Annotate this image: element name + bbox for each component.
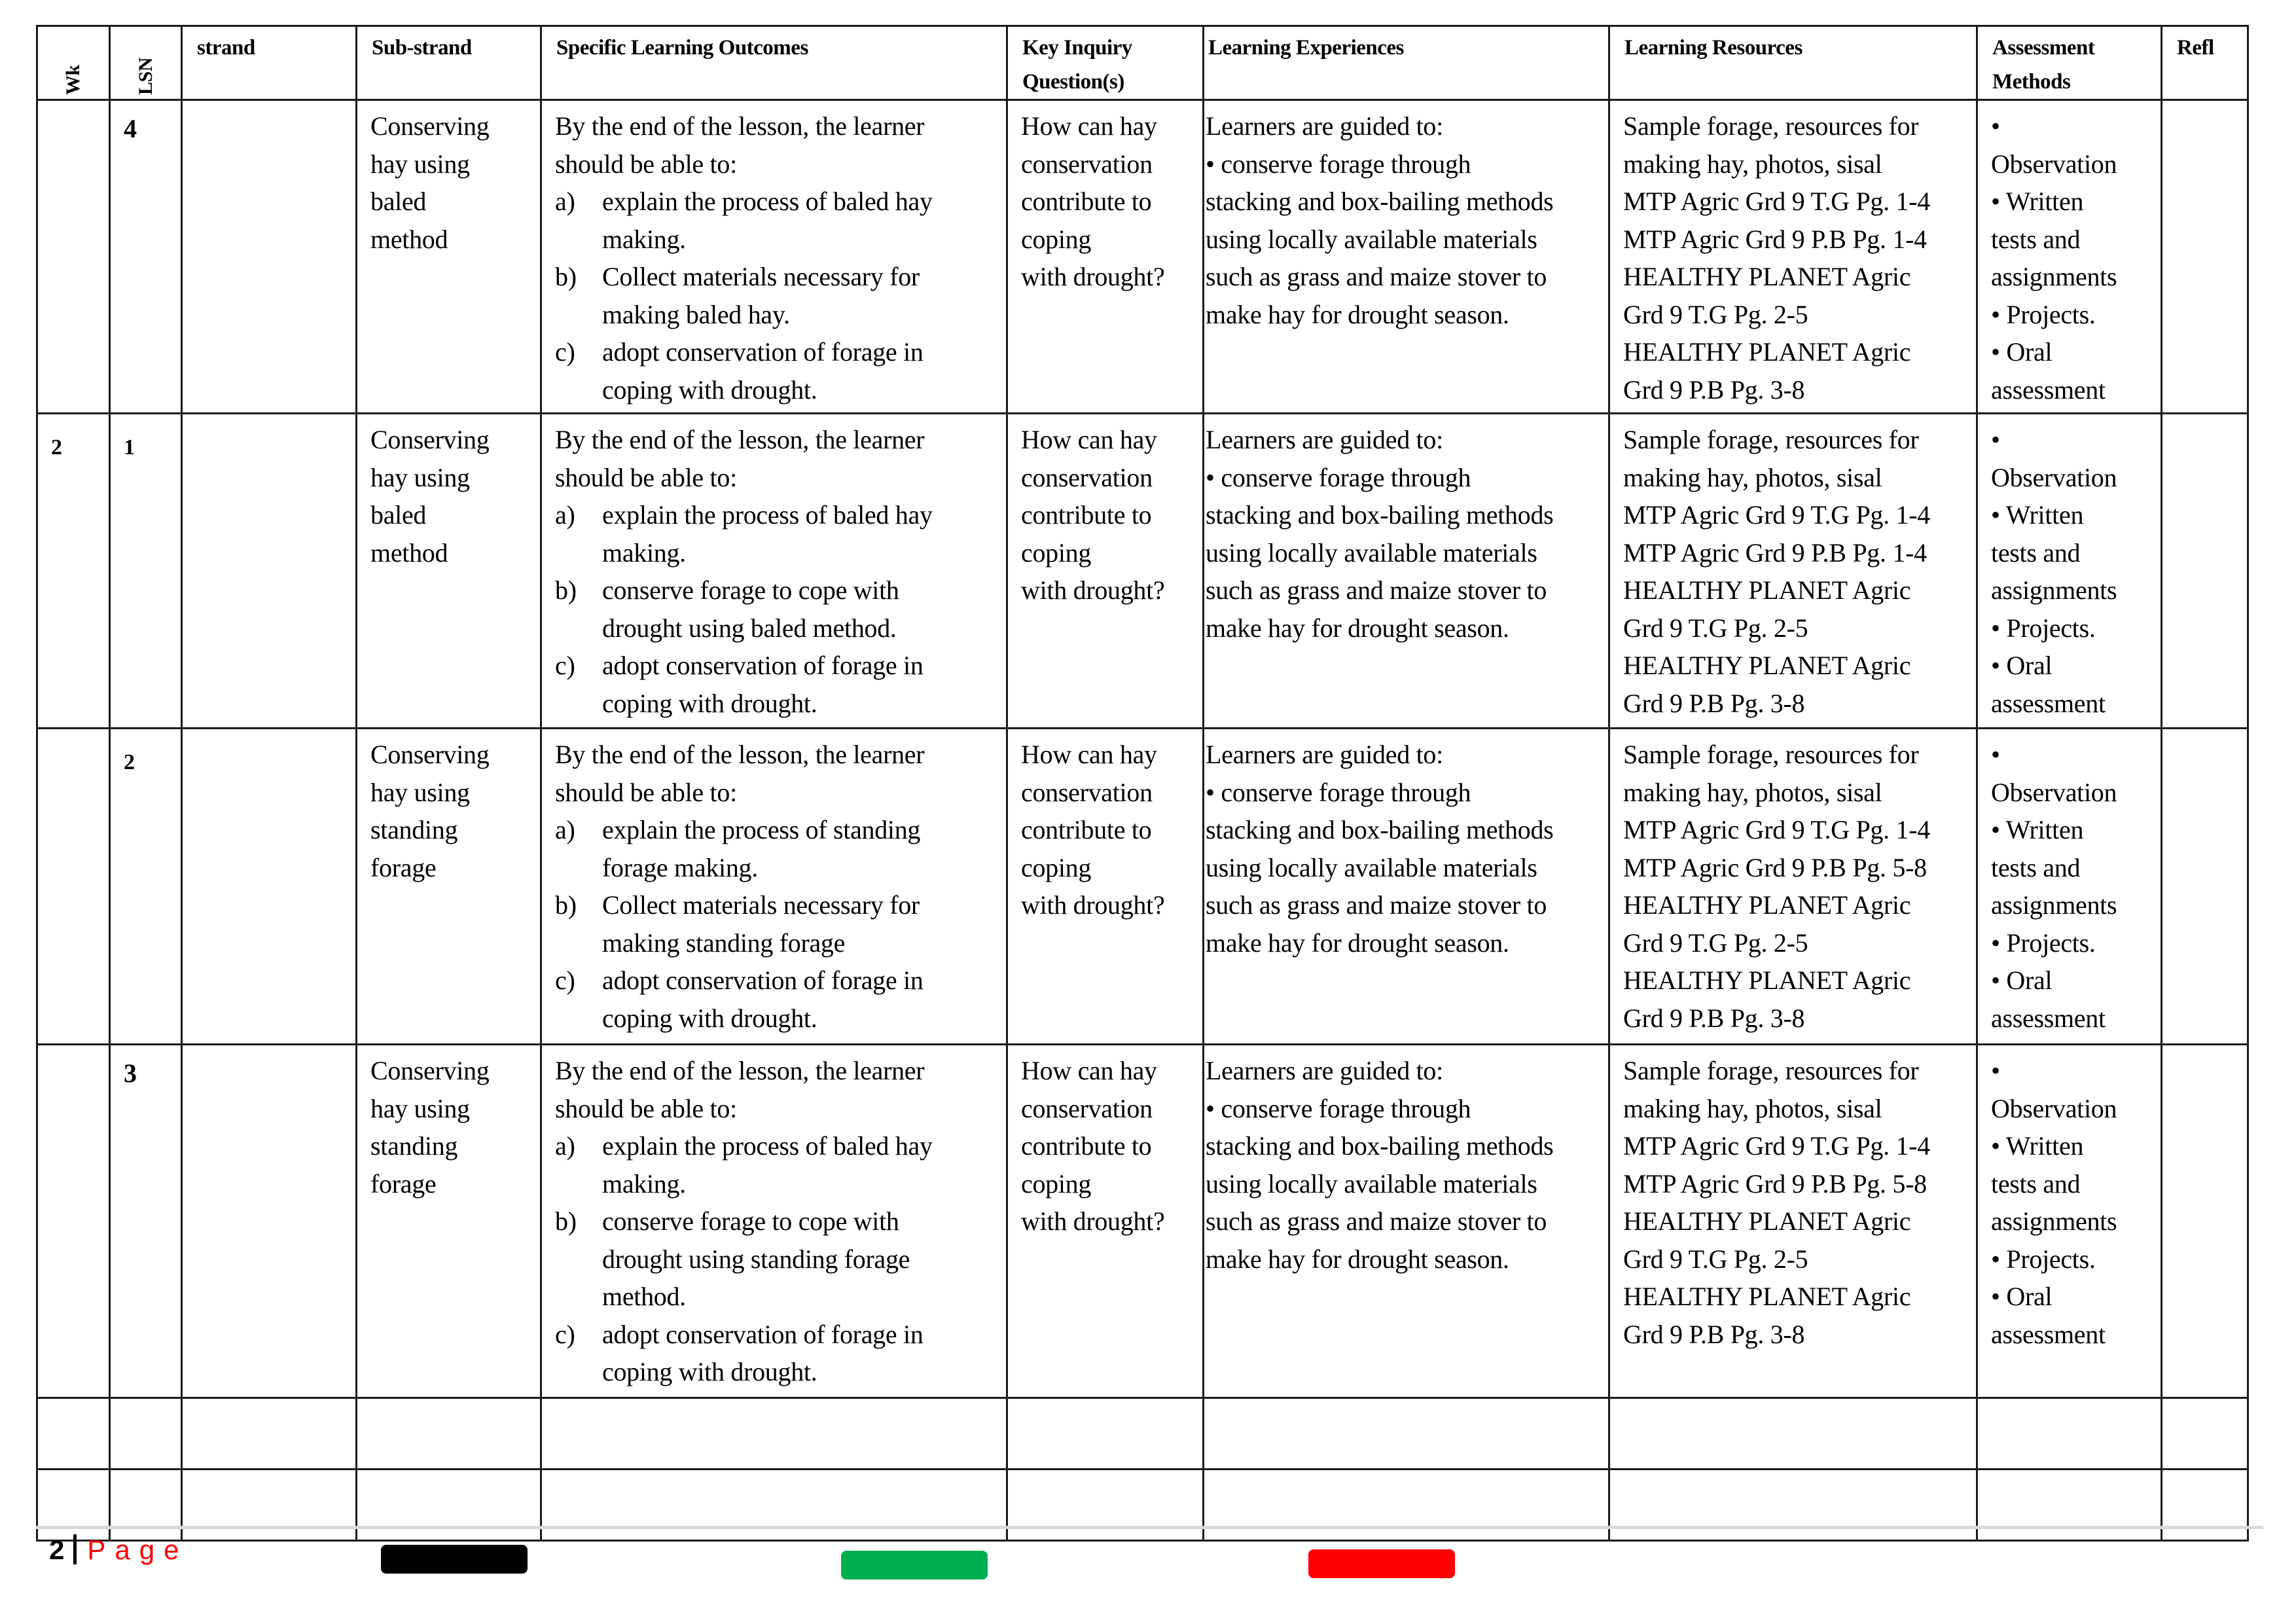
inquiry-line: with drought? (1021, 575, 1165, 605)
sub-strand-line: forage (370, 852, 437, 882)
empty-cell (1977, 1398, 2162, 1470)
outcome-item (555, 183, 1001, 258)
empty-cell (1609, 1398, 1977, 1470)
empty-cell (357, 1398, 541, 1470)
resource-line: MTP Agric Grd 9 P.B Pg. 5-8 (1623, 852, 1927, 882)
assessment-line: • Oral (1991, 965, 2053, 995)
assessment-line: • Projects. (1991, 928, 2096, 958)
outcome-text-line: drought using standing forage (602, 1244, 910, 1274)
empty-table-row (37, 1398, 2248, 1470)
sub-strand-line: Conserving (370, 425, 490, 454)
inquiry-line: How can hay (1021, 111, 1157, 141)
cell-inquiry (1007, 414, 1204, 729)
cell-resources (1609, 414, 1977, 729)
resource-line: making hay, photos, sisal (1623, 777, 1882, 807)
outcome-text-line: forage making. (602, 852, 758, 882)
cell-sub-strand (357, 729, 541, 1045)
inquiry-line: coping (1021, 537, 1092, 568)
cell-inquiry (1007, 729, 1204, 1045)
cell-assessment (1977, 729, 2162, 1045)
cell-assessment (1977, 1045, 2162, 1398)
cell-lsn: 3 (110, 1045, 182, 1398)
experience-line: make hay for drought season. (1206, 928, 1509, 958)
outcome-text-line: adopt conservation of forage in (602, 337, 924, 367)
cell-wk (37, 729, 110, 1045)
scheme-of-work-table (36, 25, 2249, 1542)
assessment-line: Observation (1991, 149, 2117, 179)
assessment-line: • Written (1991, 815, 2084, 844)
assessment-line: assessment (1991, 374, 2106, 405)
outcome-marker: b) (555, 575, 577, 605)
outcome-text-line: coping with drought. (602, 1003, 817, 1033)
header-wk-label: Wk (62, 65, 84, 95)
cell-resources (1609, 729, 1977, 1045)
inquiry-line: with drought? (1021, 1206, 1165, 1236)
assessment-line: • (1991, 425, 2000, 454)
header-wk (37, 26, 110, 100)
inquiry-line: conservation (1021, 462, 1153, 492)
outcome-item (555, 1127, 1001, 1202)
outcome-text-line: drought using baled method. (602, 613, 897, 643)
experience-line: stacking and box-bailing methods (1206, 187, 1554, 216)
cell-reflection (2162, 1045, 2248, 1398)
assessment-line: • Oral (1991, 337, 2053, 367)
sub-strand-line: baled (370, 500, 427, 530)
inquiry-line: conservation (1021, 777, 1153, 807)
cell-experiences (1204, 729, 1609, 1045)
outcome-marker: a) (555, 815, 575, 844)
experience-line: stacking and box-bailing methods (1206, 815, 1554, 844)
resource-line: HEALTHY PLANET Agric (1623, 262, 1911, 291)
outcome-text-line: making standing forage (602, 928, 846, 958)
outcome-text-line: conserve forage to cope with (602, 575, 899, 605)
cell-wk: 2 (37, 414, 110, 729)
outcome-text-line: Collect materials necessary for (602, 262, 920, 291)
resource-line: MTP Agric Grd 9 P.B Pg. 5-8 (1623, 1168, 1927, 1199)
resource-line: Grd 9 T.G Pg. 2-5 (1623, 299, 1808, 329)
resource-line: making hay, photos, sisal (1623, 462, 1882, 492)
assessment-line: tests and (1991, 1168, 2081, 1199)
resource-line: HEALTHY PLANET Agric (1623, 337, 1911, 367)
outcome-intro-line: By the end of the lesson, the learner (555, 425, 925, 454)
resource-line: Grd 9 P.B Pg. 3-8 (1623, 374, 1805, 405)
header-sub-strand: Sub-strand (357, 26, 541, 100)
assessment-line: • (1991, 1056, 2000, 1085)
table-row (37, 100, 2248, 414)
outcome-intro-line: should be able to: (555, 1093, 737, 1123)
assessment-line: • Written (1991, 1131, 2084, 1161)
cell-outcomes (541, 1045, 1007, 1398)
experience-line: such as grass and maize stover to (1206, 1206, 1547, 1236)
experience-line: Learners are guided to: (1206, 1056, 1443, 1085)
outcome-intro-line: By the end of the lesson, the learner (555, 1056, 925, 1085)
resource-line: making hay, photos, sisal (1623, 1093, 1882, 1123)
cell-resources (1609, 100, 1977, 414)
resource-line: Sample forage, resources for (1623, 1056, 1919, 1085)
sub-strand-line: forage (370, 1168, 437, 1199)
footer-divider (36, 1526, 2263, 1529)
resource-line: Grd 9 P.B Pg. 3-8 (1623, 1319, 1805, 1349)
empty-cell (182, 1398, 357, 1470)
outcome-item (555, 496, 1001, 571)
header-lsn (110, 26, 182, 100)
cell-outcomes (541, 100, 1007, 414)
sub-strand-line: hay using (370, 462, 470, 492)
inquiry-line: contribute to (1021, 1131, 1152, 1161)
empty-cell (1204, 1470, 1609, 1541)
red-color-bar (1308, 1549, 1455, 1578)
header-row (37, 26, 2248, 100)
experience-line: using locally available materials (1206, 1168, 1537, 1199)
outcome-item (555, 333, 1001, 408)
outcome-text-line: making. (602, 224, 686, 254)
experience-line: using locally available materials (1206, 852, 1537, 882)
outcome-marker: a) (555, 187, 575, 216)
header-outcomes: Specific Learning Outcomes (541, 26, 1007, 100)
outcome-item (555, 811, 1001, 886)
resource-line: HEALTHY PLANET Agric (1623, 890, 1911, 920)
resource-line: Sample forage, resources for (1623, 425, 1919, 454)
assessment-line: Observation (1991, 1093, 2117, 1123)
outcome-intro-line: should be able to: (555, 149, 737, 179)
page-footer (49, 1532, 188, 1568)
header-reflection: Refl (2162, 26, 2248, 100)
assessment-line: • Written (1991, 187, 2084, 216)
assessment-line: assessment (1991, 1003, 2106, 1033)
header-inquiry (1007, 26, 1204, 100)
cell-lsn: 1 (110, 414, 182, 729)
experience-line: Learners are guided to: (1206, 111, 1443, 141)
cell-inquiry (1007, 1045, 1204, 1398)
table-row (37, 1045, 2248, 1398)
page-number: 2 (49, 1534, 65, 1565)
experience-line: such as grass and maize stover to (1206, 262, 1547, 291)
empty-cell (37, 1398, 110, 1470)
experience-line: such as grass and maize stover to (1206, 890, 1547, 920)
cell-strand (182, 100, 357, 414)
outcome-marker: b) (555, 1206, 577, 1236)
inquiry-line: conservation (1021, 149, 1153, 179)
outcome-text-line: adopt conservation of forage in (602, 651, 924, 680)
cell-wk (37, 1045, 110, 1398)
resource-line: MTP Agric Grd 9 T.G Pg. 1-4 (1623, 500, 1930, 530)
experience-line: make hay for drought season. (1206, 299, 1509, 329)
header-experiences: Learning Experiences (1204, 26, 1609, 100)
experience-line: stacking and box-bailing methods (1206, 1131, 1554, 1161)
inquiry-line: How can hay (1021, 425, 1157, 454)
sub-strand-line: hay using (370, 1093, 470, 1123)
outcome-text-line: adopt conservation of forage in (602, 1319, 924, 1349)
inquiry-line: How can hay (1021, 1056, 1157, 1085)
outcome-marker: c) (555, 651, 575, 680)
inquiry-line: conservation (1021, 1093, 1153, 1123)
resource-line: HEALTHY PLANET Agric (1623, 965, 1911, 995)
experience-line: • conserve forage through (1206, 462, 1471, 492)
empty-cell (1007, 1470, 1204, 1541)
experience-line: • conserve forage through (1206, 1093, 1471, 1123)
header-lsn-label: LSN (134, 58, 156, 95)
assessment-line: • (1991, 740, 2000, 769)
inquiry-line: How can hay (1021, 740, 1157, 769)
cell-outcomes (541, 414, 1007, 729)
outcome-item (555, 1316, 1001, 1391)
empty-cell (1609, 1470, 1977, 1541)
empty-table-row (37, 1470, 2248, 1541)
outcome-text-line: coping with drought. (602, 374, 817, 405)
empty-cell (541, 1470, 1007, 1541)
sub-strand-line: hay using (370, 149, 470, 179)
experience-line: • conserve forage through (1206, 777, 1471, 807)
table-row (37, 414, 2248, 729)
inquiry-line: coping (1021, 1168, 1092, 1199)
sub-strand-line: method (370, 224, 448, 254)
assessment-line: assignments (1991, 262, 2117, 291)
outcome-marker: c) (555, 965, 575, 995)
inquiry-line: with drought? (1021, 262, 1165, 291)
empty-cell (110, 1398, 182, 1470)
resource-line: MTP Agric Grd 9 T.G Pg. 1-4 (1623, 815, 1930, 844)
resource-line: MTP Agric Grd 9 P.B Pg. 1-4 (1623, 224, 1927, 254)
cell-reflection (2162, 729, 2248, 1045)
outcome-item (555, 647, 1001, 722)
cell-assessment (1977, 100, 2162, 414)
resource-line: Grd 9 T.G Pg. 2-5 (1623, 928, 1808, 958)
resource-line: making hay, photos, sisal (1623, 149, 1882, 179)
cell-reflection (2162, 414, 2248, 729)
assessment-line: tests and (1991, 852, 2081, 882)
green-color-bar (841, 1551, 988, 1579)
sub-strand-line: Conserving (370, 111, 490, 141)
cell-lsn: 2 (110, 729, 182, 1045)
outcome-intro-line: By the end of the lesson, the learner (555, 740, 925, 769)
cell-strand (182, 414, 357, 729)
outcome-item (555, 1202, 1001, 1316)
assessment-line: • (1991, 111, 2000, 141)
experience-line: make hay for drought season. (1206, 1244, 1509, 1274)
page-word: Page (87, 1534, 188, 1565)
cell-wk (37, 100, 110, 414)
resource-line: Sample forage, resources for (1623, 740, 1919, 769)
table-row (37, 729, 2248, 1045)
sub-strand-line: Conserving (370, 740, 490, 769)
experience-line: using locally available materials (1206, 224, 1537, 254)
header-assessment-line1: Assessment (1992, 36, 2095, 60)
sub-strand-line: standing (370, 815, 458, 844)
header-resources: Learning Resources (1609, 26, 1977, 100)
empty-cell (2162, 1398, 2248, 1470)
cell-sub-strand (357, 1045, 541, 1398)
cell-inquiry (1007, 100, 1204, 414)
outcome-text-line: making. (602, 1168, 686, 1199)
cell-sub-strand (357, 100, 541, 414)
outcome-item (555, 258, 1001, 333)
cell-strand (182, 729, 357, 1045)
assessment-line: • Written (1991, 500, 2084, 530)
outcome-text-line: explain the process of baled hay (602, 187, 933, 216)
outcome-intro-line: should be able to: (555, 777, 737, 807)
outcome-intro-line: should be able to: (555, 462, 737, 492)
assessment-line: • Projects. (1991, 613, 2096, 643)
table-body (37, 100, 2248, 1541)
cell-lsn: 4 (110, 100, 182, 414)
cell-assessment (1977, 414, 2162, 729)
experience-line: Learners are guided to: (1206, 425, 1443, 454)
assessment-line: • Projects. (1991, 1244, 2096, 1274)
sub-strand-line: hay using (370, 777, 470, 807)
outcome-marker: c) (555, 1319, 575, 1349)
black-color-bar (381, 1545, 528, 1574)
inquiry-line: with drought? (1021, 890, 1165, 920)
outcome-marker: b) (555, 890, 577, 920)
resource-line: HEALTHY PLANET Agric (1623, 1282, 1911, 1311)
outcome-text-line: adopt conservation of forage in (602, 965, 924, 995)
outcome-text-line: coping with drought. (602, 688, 817, 718)
inquiry-line: contribute to (1021, 500, 1152, 530)
inquiry-line: contribute to (1021, 815, 1152, 844)
resource-line: Grd 9 T.G Pg. 2-5 (1623, 1244, 1808, 1274)
experience-line: Learners are guided to: (1206, 740, 1443, 769)
experience-line: stacking and box-bailing methods (1206, 500, 1554, 530)
page-separator (73, 1534, 77, 1564)
empty-cell (1007, 1398, 1204, 1470)
assessment-line: tests and (1991, 537, 2081, 568)
cell-sub-strand (357, 414, 541, 729)
experience-line: using locally available materials (1206, 537, 1537, 568)
cell-reflection (2162, 100, 2248, 414)
assessment-line: • Oral (1991, 1282, 2053, 1311)
assessment-line: • Oral (1991, 651, 2053, 680)
resource-line: Grd 9 T.G Pg. 2-5 (1623, 613, 1808, 643)
resource-line: MTP Agric Grd 9 P.B Pg. 1-4 (1623, 537, 1927, 568)
resource-line: Sample forage, resources for (1623, 111, 1919, 141)
experience-line: • conserve forage through (1206, 149, 1471, 179)
assessment-line: tests and (1991, 224, 2081, 254)
assessment-line: Observation (1991, 777, 2117, 807)
cell-experiences (1204, 100, 1609, 414)
header-inquiry-line1: Key Inquiry (1022, 36, 1132, 60)
assessment-line: assessment (1991, 1319, 2106, 1349)
outcome-marker: b) (555, 262, 577, 291)
assessment-line: assignments (1991, 890, 2117, 920)
empty-cell (1977, 1470, 2162, 1541)
cell-outcomes (541, 729, 1007, 1045)
assessment-line: assignments (1991, 1206, 2117, 1236)
cell-experiences (1204, 414, 1609, 729)
empty-cell (541, 1398, 1007, 1470)
assessment-line: assessment (1991, 688, 2106, 718)
outcome-text-line: explain the process of baled hay (602, 500, 933, 530)
resource-line: MTP Agric Grd 9 T.G Pg. 1-4 (1623, 187, 1930, 216)
empty-cell (110, 1470, 182, 1541)
sub-strand-line: standing (370, 1131, 458, 1161)
outcome-marker: a) (555, 1131, 575, 1161)
header-assessment (1977, 26, 2162, 100)
experience-line: make hay for drought season. (1206, 613, 1509, 643)
header-inquiry-line2: Question(s) (1022, 70, 1124, 94)
cell-experiences (1204, 1045, 1609, 1398)
resource-line: HEALTHY PLANET Agric (1623, 575, 1911, 605)
inquiry-line: contribute to (1021, 187, 1152, 216)
resource-line: Grd 9 P.B Pg. 3-8 (1623, 688, 1805, 718)
assessment-line: Observation (1991, 462, 2117, 492)
experience-line: such as grass and maize stover to (1206, 575, 1547, 605)
empty-cell (357, 1470, 541, 1541)
empty-cell (37, 1470, 110, 1541)
outcome-intro-line: By the end of the lesson, the learner (555, 111, 925, 141)
outcome-text-line: coping with drought. (602, 1357, 817, 1386)
sub-strand-line: Conserving (370, 1056, 490, 1085)
resource-line: MTP Agric Grd 9 T.G Pg. 1-4 (1623, 1131, 1930, 1161)
outcome-text-line: conserve forage to cope with (602, 1206, 899, 1236)
outcome-text-line: method. (602, 1282, 686, 1311)
sub-strand-line: method (370, 537, 448, 568)
inquiry-line: coping (1021, 852, 1092, 882)
outcome-text-line: making baled hay. (602, 299, 790, 329)
cell-resources (1609, 1045, 1977, 1398)
outcome-marker: c) (555, 337, 575, 367)
assessment-line: assignments (1991, 575, 2117, 605)
outcome-text-line: explain the process of baled hay (602, 1131, 933, 1161)
outcome-text-line: explain the process of standing (602, 815, 921, 844)
outcome-marker: a) (555, 500, 575, 530)
outcome-text-line: making. (602, 537, 686, 568)
outcome-text-line: Collect materials necessary for (602, 890, 920, 920)
empty-cell (1204, 1398, 1609, 1470)
outcome-item (555, 962, 1001, 1037)
empty-cell (182, 1470, 357, 1541)
resource-line: HEALTHY PLANET Agric (1623, 651, 1911, 680)
resource-line: Grd 9 P.B Pg. 3-8 (1623, 1003, 1805, 1033)
resource-line: HEALTHY PLANET Agric (1623, 1206, 1911, 1236)
outcome-item (555, 886, 1001, 962)
assessment-line: • Projects. (1991, 299, 2096, 329)
header-assessment-line2: Methods (1992, 70, 2071, 94)
outcome-item (555, 571, 1001, 647)
inquiry-line: coping (1021, 224, 1092, 254)
empty-cell (2162, 1470, 2248, 1541)
sub-strand-line: baled (370, 187, 427, 216)
header-strand: strand (182, 26, 357, 100)
cell-strand (182, 1045, 357, 1398)
